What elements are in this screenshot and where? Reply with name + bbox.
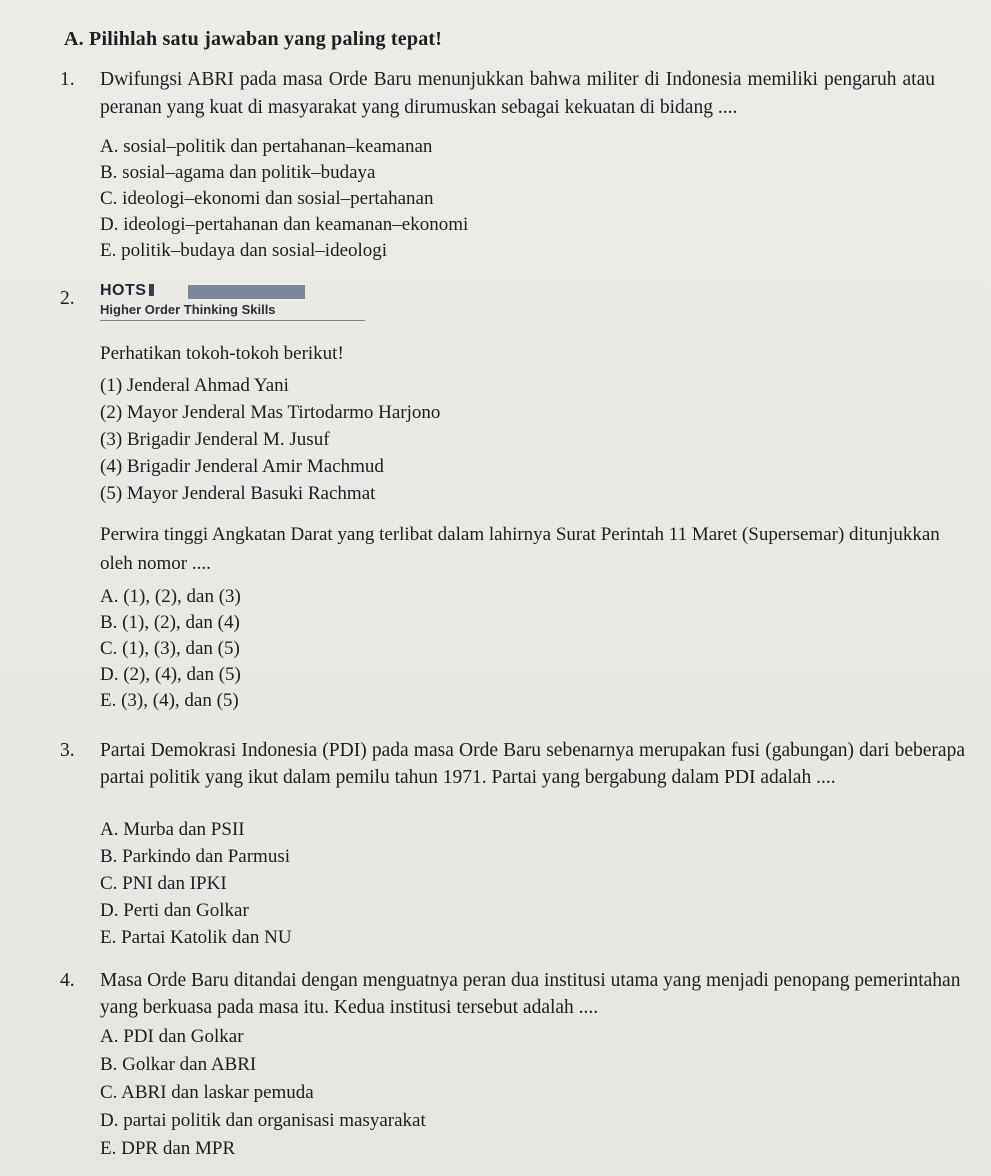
option-1c[interactable]: C. ideologi–ekonomi dan sosial–pertahanan [100, 188, 434, 209]
question-stem: Partai Demokrasi Indonesia (PDI) pada masa Orde Baru sebenarnya merupakan fusi (gabungan) dari beberapa partai politik yang ikut dalam pemilu tahun 1971. Partai yang bergabung dalam PDI adalah .... [100, 740, 965, 788]
question-4 [60, 967, 970, 1021]
option-3c[interactable]: C. PNI dan IPKI [100, 873, 227, 894]
question-2-stem: Perwira tinggi Angkatan Darat yang terlibat dalam lahirnya Surat Perintah 11 Maret (Supersemar) ditunjukkan oleh nomor .... [100, 524, 940, 574]
hots-label: HOTS [100, 282, 147, 299]
figure-item-5: (5) Mayor Jenderal Basuki Rachmat [100, 483, 376, 504]
option-3d[interactable]: D. Perti dan Golkar [100, 900, 249, 921]
question-2-intro: Perhatikan tokoh-tokoh berikut! [100, 343, 344, 364]
option-4d[interactable]: D. partai politik dan organisasi masyarakat [100, 1110, 426, 1131]
figure-item-3: (3) Brigadir Jenderal M. Jusuf [100, 429, 330, 450]
option-2c[interactable]: C. (1), (3), dan (5) [100, 638, 240, 659]
question-number: 3. [60, 740, 75, 761]
option-4e[interactable]: E. DPR dan MPR [100, 1138, 236, 1159]
hots-divider [100, 320, 365, 321]
option-4a[interactable]: A. PDI dan Golkar [100, 1026, 244, 1047]
option-2b[interactable]: B. (1), (2), dan (4) [100, 612, 240, 633]
hots-block-icon [149, 284, 154, 296]
option-3a[interactable]: A. Murba dan PSII [100, 819, 245, 840]
question-1 [60, 66, 935, 122]
option-3e[interactable]: E. Partai Katolik dan NU [100, 927, 292, 948]
question-stem: Masa Orde Baru ditandai dengan menguatnya peran dua institusi utama yang menjadi penopang pemerintahan yang berkuasa pada masa itu. Kedua institusi tersebut adalah .... [100, 970, 961, 1018]
option-2e[interactable]: E. (3), (4), dan (5) [100, 690, 239, 711]
option-3b[interactable]: B. Parkindo dan Parmusi [100, 846, 290, 867]
hots-subtitle: Higher Order Thinking Skills [100, 302, 276, 317]
question-stem: Dwifungsi ABRI pada masa Orde Baru menunjukkan bahwa militer di Indonesia memiliki pengaruh atau peranan yang kuat di masyarakat yang dirumuskan sebagai kekuatan di bidang .... [100, 69, 935, 118]
section-title: A. Pilihlah satu jawaban yang paling tepat! [64, 28, 443, 50]
question-number: 4. [60, 970, 75, 991]
option-2d[interactable]: D. (2), (4), dan (5) [100, 664, 241, 685]
option-1a[interactable]: A. sosial–politik dan pertahanan–keamanan [100, 136, 433, 157]
figure-item-2: (2) Mayor Jenderal Mas Tirtodarmo Harjono [100, 402, 441, 423]
option-4b[interactable]: B. Golkar dan ABRI [100, 1054, 257, 1075]
figure-item-1: (1) Jenderal Ahmad Yani [100, 375, 289, 396]
question-3 [60, 737, 965, 791]
option-1b[interactable]: B. sosial–agama dan politik–budaya [100, 162, 376, 183]
option-2a[interactable]: A. (1), (2), dan (3) [100, 586, 241, 607]
hots-bar [188, 285, 305, 299]
figure-item-4: (4) Brigadir Jenderal Amir Machmud [100, 456, 384, 477]
option-4c[interactable]: C. ABRI dan laskar pemuda [100, 1082, 314, 1103]
question-number: 2. [60, 288, 75, 309]
question-2-number [60, 285, 75, 313]
question-number: 1. [60, 69, 75, 90]
option-1d[interactable]: D. ideologi–pertahanan dan keamanan–ekonomi [100, 214, 469, 235]
option-1e[interactable]: E. politik–budaya dan sosial–ideologi [100, 240, 388, 261]
hots-badge [100, 282, 365, 321]
